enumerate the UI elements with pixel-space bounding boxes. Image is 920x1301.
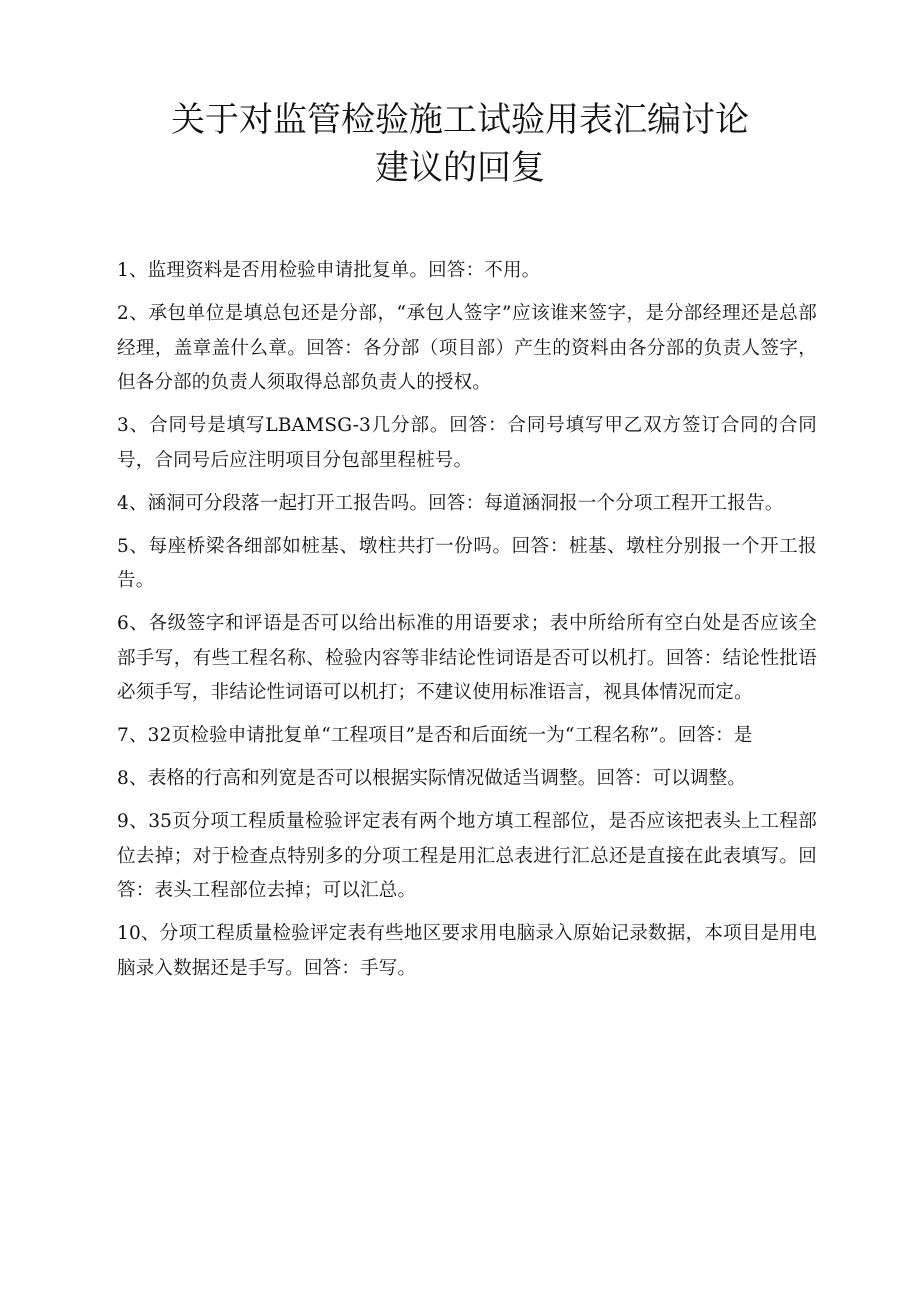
- qa-list: [117, 254, 817, 995]
- title-line-2: 建议的回复: [375, 148, 545, 188]
- qa-item-4: 4、涵洞可分段落一起打开工报告吗。回答：每道涵洞报一个分项工程开工报告。: [117, 492, 784, 514]
- qa-item-8: 8、表格的行高和列宽是否可以根据实际情况做适当调整。回答：可以调整。: [117, 768, 747, 789]
- document-title: [0, 96, 920, 192]
- qa-item-1: 1、监理资料是否用检验申请批复单。回答：不用。: [117, 260, 541, 281]
- qa-item-10: 10、分项工程质量检验评定表有些地区要求用电脑录入原始记录数据，本项目是用电脑录入数据还是手写。回答：手写。: [117, 923, 817, 979]
- qa-item-6: 6、各级签字和评语是否可以给出标准的用语要求；表中所给所有空白处是否应该全部手写，有些工程名称、检验内容等非结论性词语是否可以机打。回答：结论性批语必须手写，非结论性词语可以机打；不建议使用标准语言，视具体情况而定。: [117, 613, 817, 703]
- qa-item-2: 2、承包单位是填总包还是分部，“承包人签字”应该谁来签字，是分部经理还是总部经理，盖章盖什么章。回答：各分部（项目部）产生的资料由各分部的负责人签字，但各分部的负责人须取得总部负责人的授权。: [117, 303, 817, 393]
- title-line-1: 关于对监管检验施工试验用表汇编讨论: [171, 100, 749, 140]
- qa-item-5: 5、每座桥梁各细部如桩基、墩柱共打一份吗。回答：桩基、墩柱分别报一个开工报告。: [117, 535, 817, 591]
- qa-item-3: 3、合同号是填写LBAMSG-3几分部。回答：合同号填写甲乙双方签订合同的合同号，合同号后应注明项目分包部里程桩号。: [117, 415, 817, 471]
- qa-item-9: 9、35页分项工程质量检验评定表有两个地方填工程部位，是否应该把表头上工程部位去掉；对于检查点特别多的分项工程是用汇总表进行汇总还是直接在此表填写。回答：表头工程部位去掉；可以汇总。: [117, 811, 817, 901]
- qa-item-7: 7、32页检验申请批复单“工程项目”是否和后面统一为“工程名称”。回答：是: [117, 725, 753, 746]
